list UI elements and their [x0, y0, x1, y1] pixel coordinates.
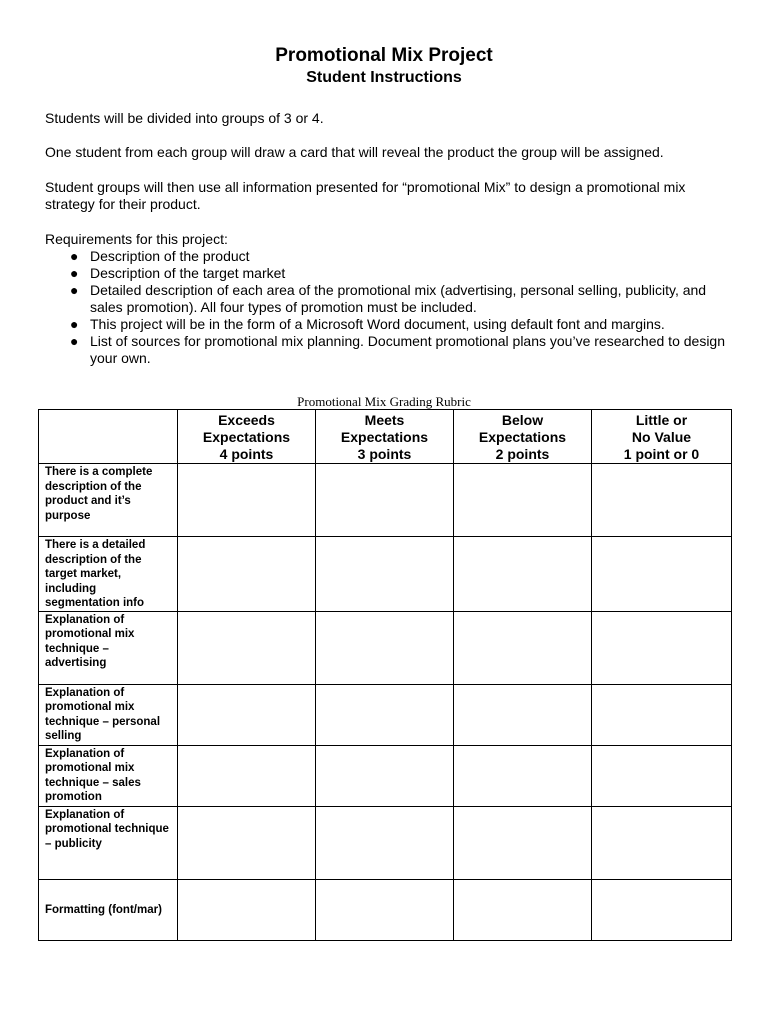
- requirement-item: [45, 282, 725, 316]
- bullet-icon: ●: [70, 282, 79, 298]
- score-cell: [592, 537, 732, 612]
- column-header-line: Below: [501, 412, 544, 428]
- criterion-cell: Explanation of promotional mix technique – sales promotion: [39, 745, 178, 806]
- rubric-row: [39, 464, 732, 537]
- requirement-text: Description of the product: [90, 248, 250, 264]
- score-cell: [178, 684, 316, 745]
- column-header-little-value: [592, 410, 732, 464]
- column-header-meets: [316, 410, 454, 464]
- rubric-row: [39, 611, 732, 684]
- criterion-cell: There is a complete description of the product and it’s purpose: [39, 464, 178, 537]
- bullet-icon: ●: [70, 265, 79, 281]
- score-cell: [178, 806, 316, 879]
- requirement-item: [45, 333, 725, 367]
- rubric-row: [39, 879, 732, 940]
- score-cell: [316, 806, 454, 879]
- rubric-header-row: [39, 410, 732, 464]
- score-cell: [454, 611, 592, 684]
- paragraph-strategy: Student groups will then use all information presented for “promotional Mix” to design a promotional mix strategy for their product.: [45, 179, 686, 212]
- score-cell: [592, 611, 732, 684]
- score-cell: [316, 537, 454, 612]
- score-cell: [592, 464, 732, 537]
- requirements-intro: Requirements for this project:: [45, 231, 228, 247]
- score-cell: [592, 879, 732, 940]
- column-header-below: [454, 410, 592, 464]
- page-title: Promotional Mix Project: [275, 45, 493, 66]
- requirement-item: [45, 316, 725, 333]
- column-header-points: 1 point or 0: [623, 446, 700, 462]
- requirement-text: List of sources for promotional mix planning. Document promotional plans you’ve researched to design your own.: [90, 333, 726, 366]
- score-cell: [316, 684, 454, 745]
- rubric-row: [39, 745, 732, 806]
- bullet-icon: ●: [70, 248, 79, 264]
- requirement-text: Description of the target market: [90, 265, 286, 281]
- column-header-points: 3 points: [357, 446, 412, 462]
- rubric-row: [39, 806, 732, 879]
- column-header-line: Expectations: [202, 429, 291, 445]
- rubric-row: [39, 537, 732, 612]
- score-cell: [454, 684, 592, 745]
- column-header-line: Expectations: [340, 429, 429, 445]
- column-header-line: Exceeds: [218, 412, 275, 428]
- rubric-corner-cell: [39, 410, 178, 464]
- score-cell: [454, 464, 592, 537]
- rubric-row: [39, 684, 732, 745]
- bullet-icon: ●: [70, 316, 79, 332]
- requirement-text: This project will be in the form of a Microsoft Word document, using default font and margins.: [90, 316, 665, 332]
- column-header-line: Meets: [364, 412, 405, 428]
- requirements-list: [45, 248, 725, 367]
- score-cell: [178, 464, 316, 537]
- score-cell: [316, 879, 454, 940]
- requirement-item: [45, 265, 725, 282]
- column-header-line: No Value: [631, 429, 692, 445]
- criterion-cell: Explanation of promotional mix technique – personal selling: [39, 684, 178, 745]
- requirement-item: [45, 248, 725, 265]
- rubric-caption: Promotional Mix Grading Rubric: [297, 394, 471, 409]
- score-cell: [178, 537, 316, 612]
- column-header-line: Little or: [635, 412, 688, 428]
- score-cell: [454, 806, 592, 879]
- score-cell: [592, 745, 732, 806]
- score-cell: [316, 464, 454, 537]
- score-cell: [178, 745, 316, 806]
- column-header-points: 4 points: [219, 446, 274, 462]
- score-cell: [316, 611, 454, 684]
- score-cell: [454, 879, 592, 940]
- score-cell: [592, 684, 732, 745]
- score-cell: [178, 611, 316, 684]
- score-cell: [454, 537, 592, 612]
- column-header-points: 2 points: [495, 446, 550, 462]
- criterion-cell: Formatting (font/mar): [39, 879, 178, 940]
- criterion-cell: There is a detailed description of the target market, including segmentation info: [39, 537, 178, 612]
- bullet-icon: ●: [70, 333, 79, 349]
- column-header-exceeds: [178, 410, 316, 464]
- score-cell: [592, 806, 732, 879]
- requirement-text: Detailed description of each area of the promotional mix (advertising, personal selling, publicity, and sales promotion). All four types of promotion must be included.: [90, 282, 707, 315]
- rubric-table: [38, 409, 732, 941]
- criterion-cell: Explanation of promotional technique – publicity: [39, 806, 178, 879]
- score-cell: [454, 745, 592, 806]
- paragraph-groups: Students will be divided into groups of 3 or 4.: [45, 110, 324, 126]
- score-cell: [178, 879, 316, 940]
- column-header-line: Expectations: [478, 429, 567, 445]
- score-cell: [316, 745, 454, 806]
- page-subtitle: Student Instructions: [306, 69, 462, 86]
- criterion-cell: Explanation of promotional mix technique – advertising: [39, 611, 178, 684]
- paragraph-card: One student from each group will draw a card that will reveal the product the group will be assigned.: [45, 144, 664, 160]
